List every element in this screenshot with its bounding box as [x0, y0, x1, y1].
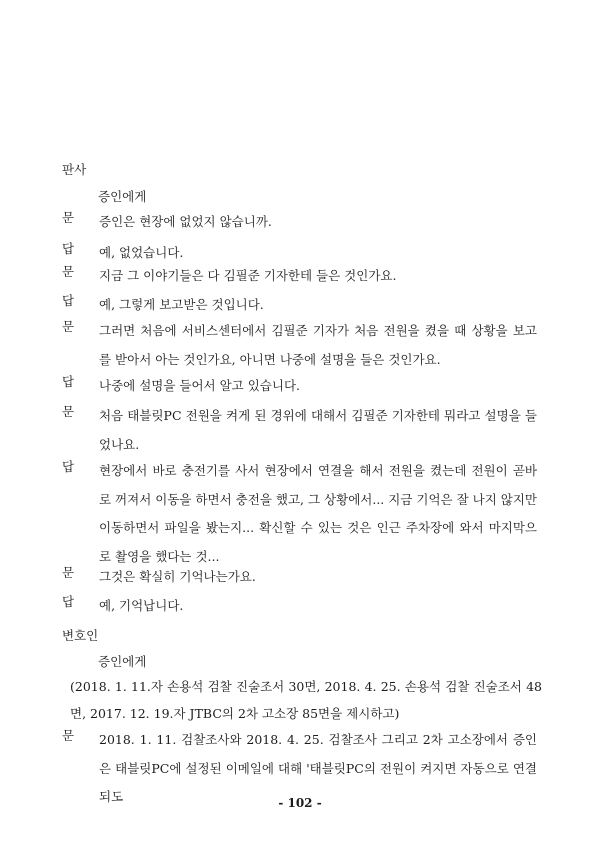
question-marker: 문 [62, 319, 75, 334]
entry-text: 예, 그렇게 보고받은 것입니다. [99, 297, 264, 312]
entry-text: 예, 기억납니다. [99, 598, 184, 613]
answer-marker: 답 [62, 374, 75, 389]
answer-marker: 답 [62, 241, 75, 256]
exhibit-note: (2018. 1. 11.자 손용석 검찰 진술조서 30면, 2018. 4. 25. 손용석 검찰 진술조서 48면, 2017. 12. 19.자 JTBC의 2차 고소장 85면을 제시하고) [70, 679, 542, 721]
answer-marker: 답 [62, 293, 75, 308]
entry-text: 2018. 1. 11. 검찰조사와 2018. 4. 25. 검찰조사 그리고 2차 고소장에서 증인은 태블릿PC에 설정된 이메일에 대해 '태블릿PC의 전원이 켜지면 자동으로 연결되도 [99, 732, 537, 805]
addressee-witness: 증인에게 [98, 189, 147, 204]
entry-text: 그것은 확실히 기억나는가요. [99, 569, 256, 584]
page-number: - 102 - [278, 796, 322, 810]
question-marker: 문 [62, 210, 75, 225]
answer-marker: 답 [62, 594, 75, 609]
question-marker: 문 [62, 264, 75, 279]
addressee-witness: 증인에게 [98, 654, 147, 669]
entry-text: 그러면 처음에 서비스센터에서 김필준 기자가 처음 전원을 켰을 때 상황을 보고를 받아서 아는 것인가요, 아니면 나중에 설명을 들은 것인가요. [99, 323, 537, 367]
entry-text: 증인은 현장에 없었지 않습니까. [99, 214, 272, 229]
question-marker: 문 [62, 404, 75, 419]
entry-text: 처음 태블릿PC 전원을 켜게 된 경위에 대해서 김필준 기자한테 뭐라고 설명을 들었나요. [99, 408, 537, 452]
entry-text: 지금 그 이야기들은 다 김필준 기자한테 들은 것인가요. [99, 268, 397, 283]
entry-text: 현장에서 바로 충전기를 사서 현장에서 연결을 해서 전원을 켰는데 전원이 곧바로 꺼져서 이동을 하면서 충전을 했고, 그 상황에서... 지금 기억은 잘 나지 않지만 이동하면서 파일을 봤는지... 확신할 수 있는 것은 인근 주차장에 와서 마지막으로 촬영을 했다는 것... [99, 463, 537, 564]
question-marker: 문 [62, 728, 75, 743]
entry-text: 나중에 설명을 들어서 알고 있습니다. [99, 378, 300, 393]
question-marker: 문 [62, 565, 75, 580]
answer-marker: 답 [62, 459, 75, 474]
speaker-judge: 판사 [62, 162, 87, 177]
speaker-defense-counsel: 변호인 [62, 628, 99, 643]
entry-text: 예, 없었습니다. [99, 245, 184, 260]
